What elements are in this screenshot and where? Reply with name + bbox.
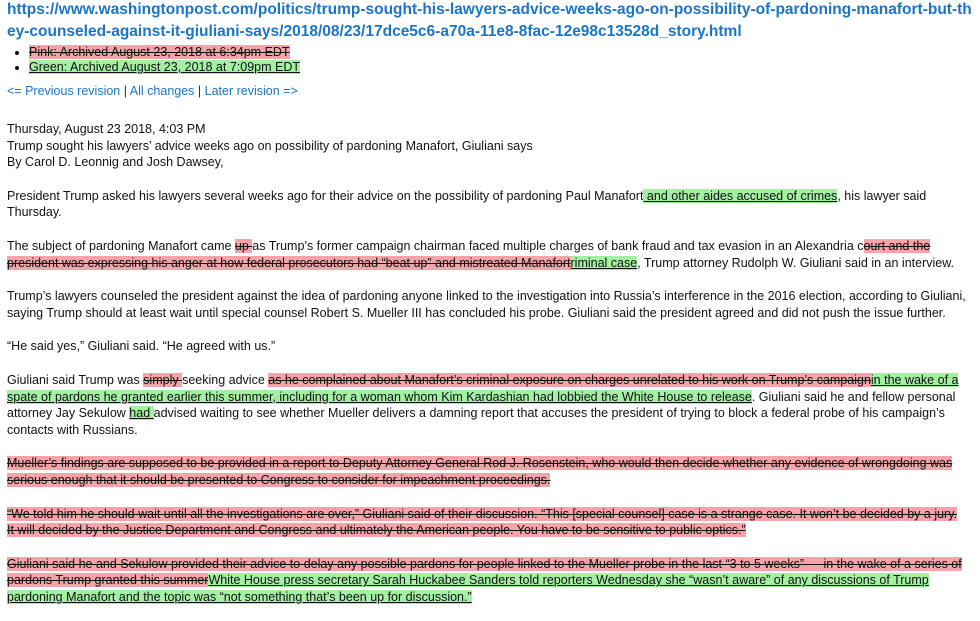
paragraph-2 bbox=[7, 238, 967, 271]
paragraph-8 bbox=[7, 556, 967, 606]
pink-version-item bbox=[29, 45, 980, 60]
article-meta bbox=[7, 121, 967, 171]
text: President Trump asked his lawyers several weeks ago for their advice on the possibility of pardoning Paul Manafort bbox=[7, 188, 644, 203]
text: , Trump attorney Rudolph W. Giuliani said in an interview. bbox=[637, 255, 955, 270]
paragraph-5 bbox=[7, 372, 967, 438]
inserted-text: had bbox=[129, 406, 154, 421]
paragraph-7 bbox=[7, 506, 967, 539]
text: seeking advice bbox=[182, 372, 269, 387]
deleted-text: simply bbox=[143, 372, 183, 387]
text: advised waiting to see whether Mueller delivers a damning report that accuses the president of trying to block a federal probe of his campaign’s contacts with Russians. bbox=[7, 406, 945, 437]
previous-revision-link[interactable]: <= Previous revision bbox=[7, 84, 121, 98]
inserted-text: and other aides accused of crimes bbox=[643, 188, 838, 203]
inserted-text: White House press secretary Sarah Huckabee Sanders told reporters Wednesday she “wasn’t aware” of any discussions of Trump pardoning Manafort and the topic was “not something that’s been up for discussion.” bbox=[7, 573, 929, 604]
article-diff bbox=[7, 121, 967, 605]
text: , his lawyer said Thursday. bbox=[7, 188, 927, 220]
deleted-text: as he complained about Manafort’s criminal exposure on charges unrelated to his work on Trump’s campaign bbox=[268, 372, 871, 387]
nav-separator: | bbox=[123, 84, 127, 98]
deleted-text: up bbox=[234, 238, 253, 253]
text: Giuliani said Trump was bbox=[7, 372, 144, 387]
revision-nav bbox=[7, 83, 980, 99]
deleted-text: ourt and the president was expressing his anger at how federal prosecutors had “beat up” and mistreated Manafort bbox=[7, 238, 931, 270]
paragraph-1 bbox=[7, 188, 967, 221]
paragraph-6 bbox=[7, 455, 967, 488]
version-legend bbox=[7, 45, 980, 75]
dateline: Thursday, August 23 2018, 4:03 PM bbox=[7, 122, 206, 136]
text: The subject of pardoning Manafort came bbox=[7, 238, 235, 253]
deleted-text: “We told him he should wait until all the investigations are over,” Giuliani said of their discussion. “This [special counsel] case is a strange case. It won’t be decided by a jury. It will decided by the Justice Department and Congress and ultimately the American people. You have to be sensitive to public optics.” bbox=[7, 506, 958, 538]
later-revision-link[interactable]: Later revision => bbox=[204, 84, 298, 98]
byline: By Carol D. Leonnig and Josh Dawsey, bbox=[7, 155, 224, 170]
nav-separator: | bbox=[197, 84, 202, 98]
text: as Trump’s former campaign chairman faced multiple charges of bank fraud and tax evasion in an Alexandria c bbox=[252, 238, 864, 253]
text: . Giuliani said he and fellow personal attorney Jay Sekulow bbox=[7, 389, 956, 421]
pink-version-label: Pink: Archived August 23, 2018 at 6:34pm EDT bbox=[29, 45, 290, 59]
green-version-item bbox=[29, 60, 980, 75]
paragraph-3: Trump’s lawyers counseled the president against the idea of pardoning anyone linked to the investigation into Russia’s interference in the 2016 election, according to Giuliani, saying Trump should at least wait until special counsel Robert S. Mueller III has concluded his probe. Giuliani said the president agreed and did not push the issue further. bbox=[7, 289, 966, 320]
paragraph-4: “He said yes,” Giuliani said. “He agreed with us.” bbox=[7, 339, 276, 354]
headline: Trump sought his lawyers’ advice weeks ago on possibility of pardoning Manafort, Giuliani says bbox=[7, 138, 533, 153]
deleted-text: Giuliani said he and Sekulow provided their advice to delay any possible pardons for people linked to the Mueller probe in the last “3 to 5 weeks” — in the wake of a series of pardons Trump granted this summer bbox=[7, 556, 962, 588]
deleted-text: Mueller’s findings are supposed to be provided in a report to Deputy Attorney General Rod J. Rosenstein, who would then decide whether any evidence of wrongdoing was serious enough that it should be presented to Congress to consider for impeachment proceedings. bbox=[7, 456, 953, 487]
green-version-label: Green: Archived August 23, 2018 at 7:09pm EDT bbox=[29, 60, 300, 74]
all-changes-link[interactable]: All changes bbox=[129, 84, 195, 98]
inserted-text: riminal case bbox=[570, 255, 638, 270]
inserted-text: in the wake of a spate of pardons he granted earlier this summer, including for a woman whom Kim Kardashian had lobbied the White House to release bbox=[7, 372, 959, 404]
article-url-link[interactable]: https://www.washingtonpost.com/politics/trump-sought-his-lawyers-advice-weeks-ago-on-possibility-of-pardoning-manafort-but-they-counseled-against-it-giuliani-says/2018/08/23/17dce5c6-a70a-11e8-8fac-12e98c13528d_story.html bbox=[7, 1, 972, 40]
